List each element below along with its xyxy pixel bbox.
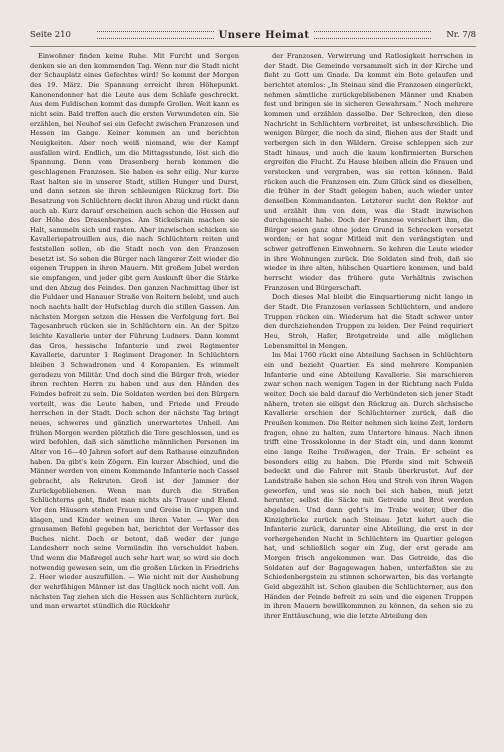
issue-number: Nr. 7/8 xyxy=(446,30,477,40)
page-number: Seite 210 xyxy=(30,30,71,40)
paragraph: Im Mai 1760 rückt eine Abteilung Sachsen in Schlüchtern ein und bezieht Quartier. Es sind mehrere Kompanien Infanterie und eine Abteilung Kavallerie. Sie marschieren zwar schon nach wenigen Tagen in der Richtung nach Fulda weiter. Doch sie bald darauf die Verbündeten sich jener Stadt nähern, treten sie eiligst den Rückzug an. Durch sächsische Kavallerie erschien der Schlüchterner zurück, daß die Preußen kommen. Die Reiter nehmen sich keine Zeit, lordern fragen, ohne zu halten, zum Untertore hinaus. Nach ihnen trifft eine Trosskolonne in der Stadt ein, und dann kommt eine lange Reihe Troßwagen, der Train. Er scheint es besonders eilig zu haben. Die Pferde sind mit Schweiß bedeckt und die Fahrer mit Staub überkrustet. Auf der Landstraße haben sie schon Heu und Stroh von ihren Wagen geworfen, und was sie noch bei sich haben, muß jetzt herunter, selbst die Säcke mit Getreide und Brot werden abgeladen. Und dann geht's im Trabe weiter, über die Kinzigbrücke zurück nach Steinau. Jetzt kehrt auch die Infanterie zurück, darunter eine Abteilung, die erst in der vorhergehenden Nacht in Schlüchtern im Quartier gelegen hat, und schließlich sogar ein Zug, der erst gerade am Morgen frisch angekommen war. Das Getreide, das die Soldaten auf der Bagagewagen haben, unterfaßten sie zu Schiedenbergstein zu stinnen schorwarten, bis das verlangte Geld abgezählt ist. Schon glauben die Schlüchterner, aus den Händen der Feinde befreit zu sein und die eigenen Truppen in ihren Mauern bewillkommnen zu können, da sehen sie zu ihrer Enttäuschung, wie die letzte Abteilung den xyxy=(264,351,473,621)
running-header xyxy=(30,27,476,43)
header-ornament-left xyxy=(97,31,214,39)
header-ornament-right xyxy=(314,31,431,39)
paragraph: Einwohner finden keine Ruhe. Mit Furcht und Sorgen denken sie an den kommenden Tag. Wenn nur die Stadt nicht der Schauplatz eines Gefechtes wird! So kommt der Morgen des 19. März. Die Spannung erreicht ihren Höhepunkt. Kanonendonner hat die Leute aus dem Schlafe geschreckt. Aus dem Fuldischen kommt das dumpfe Grollen. Weit kann es nicht sein. Bald treffen auch die ersten Verwundeten ein. Sie erzählen, bei Neuhof sei ein Gefecht zwischen Franzosen und Hessen im Gange. Keiner kommen an und berichten Neuigkeiten. Aber noch weiß niemand, wie der Kampf ausfallen wird. Endlich, um die Mittagsstunde, löst sich die Spannung. Denn vom Drasenberg herab kommen die geschlagenen Franzosen. Sie haben es sehr eilig. Nur kurze Rast halten sie in unserer Stadt, stillen Hunger und Durst, und dann setzen sie ihren schleunigen Rückzug fort. Die Besatzung von Schlüchtern deckt ihren Abzug und rückt dann auch ab. Kurz darauf erscheinen auch schon die Hessen auf der Höhe des Drasenberges. Am Stickelsrain machen sie Halt, sammeln sich und rasten. Aber inzwischen schicken sie Kavalleriepatrouillen aus, die nach Schlüchtern reiten und feststellen sollen, ob die Stadt noch von den Franzosen besetzt ist. So sehen die Bürger nach längerer Zeit wieder die eigenen Truppen in ihren Mauern. Mit großem Jubel werden sie empfangen, und jeder gibt gern Auskunft über die Stärke und den Abzug des Feindes. Den ganzen Nachmittag über ist die Fuldaer und Hanauer Straße von Reitern belebt, und auch noch nachts hallt der Hufschlag durch die stillen Gassen. Am nächsten Morgen setzen die Hessen die Verfolgung fort. Bei Tagesanbruch rücken sie in Schlüchtern ein. An der Spitze leichte Kavallerie unter der Führung Ludners. Dann kommt das Gros, hessische Infanterie und zwei Regimenter Kavallerie, darunter 1 Regiment Dragoner. In Schlüchtern bleiben 3 Schwadronen und 4 Kompanien. Es wimmelt geradezu von Militär. Und doch sind die Bürger froh, wieder ihren rechten Herrn zu haben und aus den Händen des Feindes befreit zu sein. Die Soldaten werden bei den Bürgern verteilt, was die Leute haben, und Friede und Freude herrschen in der Stadt. Doch schon der nächste Tag bringt neues, schweres und gänzlich unerwartetes Unheil. Am frühen Morgen werden plötzlich die Tore geschlossen, und es wird befohlen, daß sich sämtliche männlichen Personen im Alter von 16—40 Jahren sofort auf dem Rathause einzufinden haben. Da gibt's kein Zögern. Ein kurzer Abschied, und die Männer werden von einem Kommando Infanterie nach Cassel gebracht, als Rekruten. Groß ist der Jammer der Zurückgebliebenen. Wenn man durch die Straßen Schlüchterns geht, findet man nichts als Trauer und Elend. Vor den Häusern stehen Frauen und Greise in Gruppen und klagen, und Kinder weinen um ihren Vater. — Wer den grausamen Befehl gegeben hat, berichtet der Verfasser des Buches nicht. Doch er betont, daß weder der junge Landesherr noch seine Vormündin ihn verschuldet haben. Und wenn die Maßregel auch sehr hart war, so wird sie doch notwendig gewesen sein, um die großen Lücken in Friedrichs 2. Heer wieder auszufüllen. — Wie nicht mit der Aushebung der wehrfähigen Männer ist das Unglück noch nicht voll. Am nächsten Tag ziehen sich die Hessen aus Schlüchtern zurück, und man erwartet stündlich die Rückkehr xyxy=(30,52,239,611)
left-text-column xyxy=(30,52,239,736)
paragraph: Doch dieses Mal bleibt die Einquartierung nicht lange in der Stadt. Die Franzosen verlassen Schlüchtern, und andere Truppen rücken ein. Wiederum hat die Stadt schwer unter den durchziehenden Truppen zu leiden. Der Feind requiriert Heu, Stroh, Hafer, Brotgetreide und alle möglichen Lebensmittel in Mengen. xyxy=(264,293,473,350)
header-rule xyxy=(30,46,476,47)
paragraph: der Franzosen. Verwirrung und Ratlosigkeit herrschen in der Stadt. Die Gemeinde versammelt sich in der Kirche und fleht zu Gott um Gnade. Da kommt ein Bote gelaufen und berichtet atemlos: „In Steinau sind die Franzosen eingerückt, nehmen sämtliche zurückgebliebenen Männer und Knaben fest und bringen sie in sicheren Gewahrsam.“ Noch mehrere kommen und erzählen dasselbe. Der Schrecken, den diese Nachricht in Schlüchtern verbreitet, ist unbeschreiblich. Die wenigen Bürger, die noch da sind, fliehen aus der Stadt und verbergen sich in den Wäldern. Greise schleppen sich zur Stadt hinaus, und auch die kaum konfirmierten Burschen ergreifen die Flucht. Zu Hause bleiben allein die Frauen und verstecken und vergraben, was sie retten können. Bald rücken auch die Franzosen ein. Zum Glück sind es dieselben, die früher in der Stadt gelegen haben, auch wieder unter denselben Kommandanten. Letzterer sucht den Rektor auf und erzählt ihm von dem, was die Stadt inzwischen durchgemacht habe. Doch der Franzose versichert ihm, die Bürger seien ganz ohne jeden Grund in Schrecken versetzt worden; er hat sogar Mitleid mit den verängstigten und schwer getroffenen Einwohnern. So kehren die Leute wieder in ihre Wohnungen zurück. Die Soldaten sind froh, daß sie wieder in ihre alten, hübschen Quartiere kommen, und bald herrscht wieder das frühere gute Verhältnis zwischen Franzosen und Bürgerschaft. xyxy=(264,52,473,292)
journal-title: Unsere Heimat xyxy=(218,29,310,41)
right-text-column xyxy=(264,52,473,736)
